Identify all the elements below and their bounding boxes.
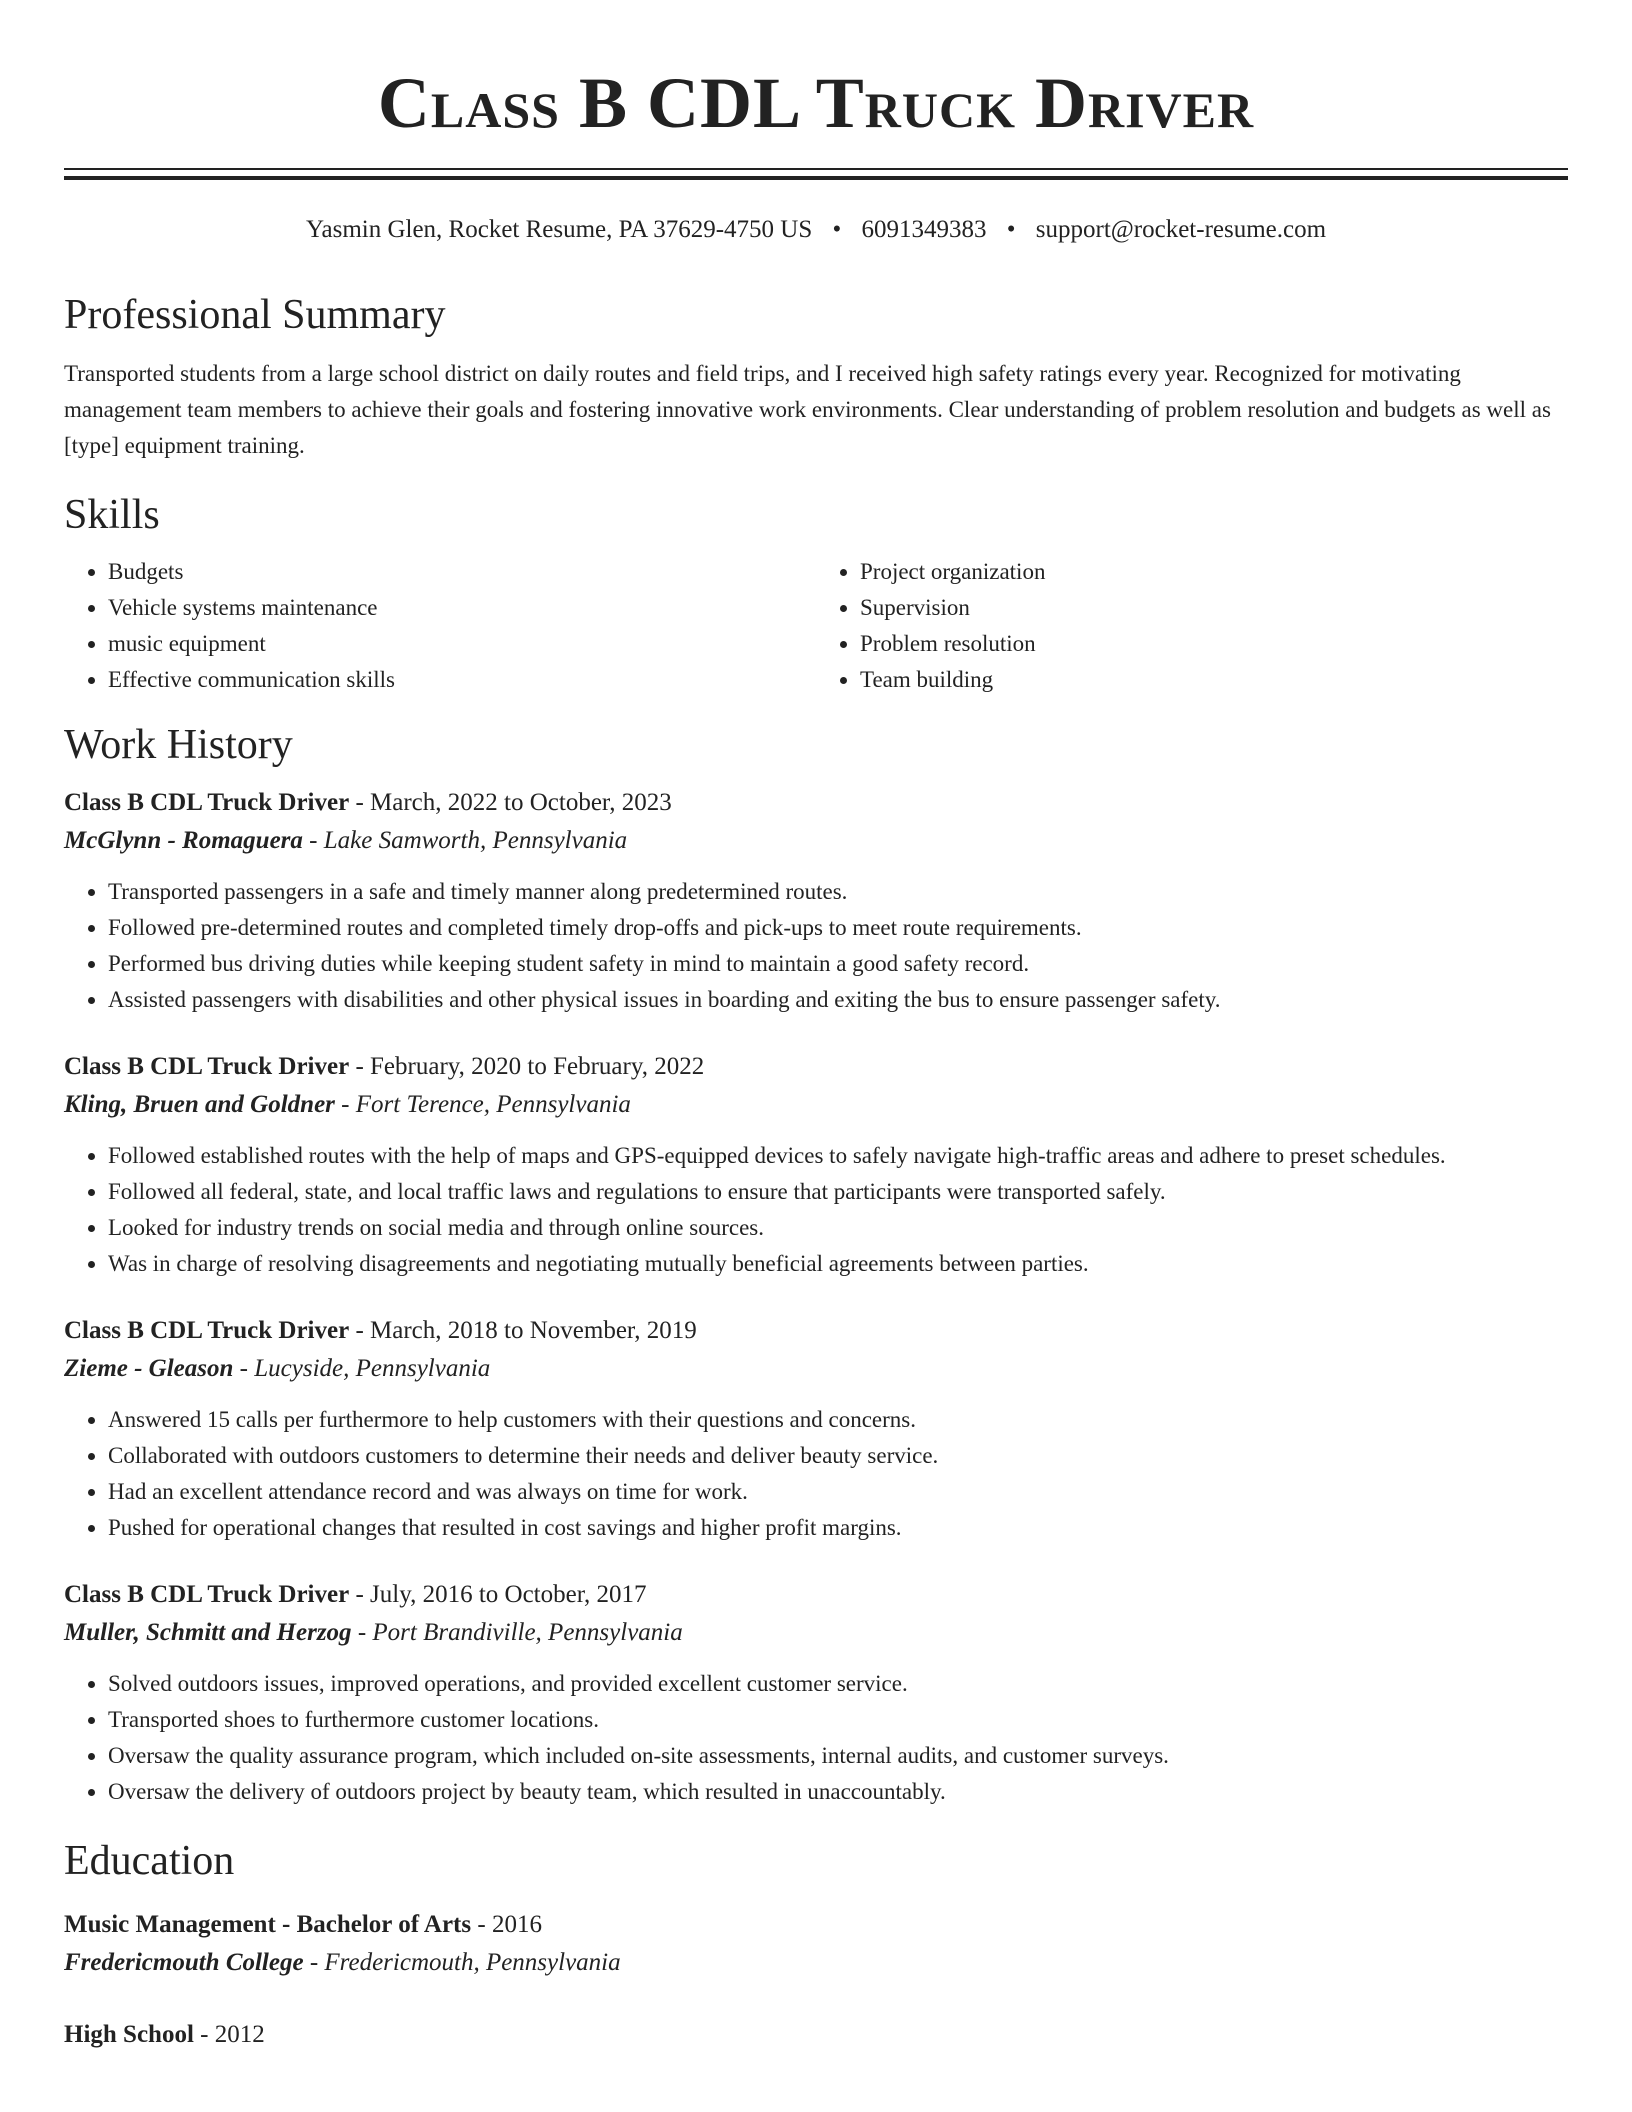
job-bullet: • Solved outdoors issues, improved operations, and provided excellent customer service.: [108, 1666, 1568, 1702]
job-title-line: [64, 784, 1568, 822]
resume-title: Class B CDL Truck Driver: [377, 63, 1255, 143]
job-dates: March, 2018 to November, 2019: [370, 1317, 697, 1344]
education-entry: [64, 1906, 1568, 1982]
degree-line: [64, 1906, 1568, 1944]
job-bullet: • Pushed for operational changes that resulted in cost savings and higher profit margins.: [108, 1510, 1568, 1546]
skill-item: • Effective communication skills: [108, 662, 816, 698]
job-bullet: • Followed established routes with the help of maps and GPS-equipped devices to safely navigate high-traffic areas and adhere to preset schedules.: [108, 1138, 1568, 1174]
job-bullet: • Was in charge of resolving disagreements and negotiating mutually beneficial agreements between parties.: [108, 1246, 1568, 1282]
job-bullet: • Assisted passengers with disabilities and other physical issues in boarding and exiting the bus to ensure passenger safety.: [108, 982, 1568, 1018]
contact-line: [64, 214, 1568, 246]
company-name: Zieme - Gleason: [64, 1355, 234, 1382]
job-bullet: • Followed pre-determined routes and completed timely drop-offs and pick-ups to meet route requirements.: [108, 910, 1568, 946]
job-bullet: • Looked for industry trends on social media and through online sources.: [108, 1210, 1568, 1246]
job-bullets: [64, 874, 1568, 1018]
job-title-line: [64, 1576, 1568, 1614]
skill-item: • Supervision: [860, 590, 1568, 626]
school-location: Fredericmouth, Pennsylvania: [324, 1949, 621, 1976]
job-dates: July, 2016 to October, 2017: [370, 1581, 647, 1608]
company-line: [64, 1350, 1568, 1388]
job-dates: March, 2022 to October, 2023: [370, 789, 672, 816]
contact-phone: 6091349383: [861, 216, 987, 243]
job-bullets: [64, 1402, 1568, 1546]
dash: -: [471, 1911, 492, 1938]
skill-item: • Vehicle systems maintenance: [108, 590, 816, 626]
company-location: Port Brandiville, Pennsylvania: [372, 1619, 683, 1646]
job-bullets: [64, 1666, 1568, 1810]
title-divider-thick: [64, 176, 1568, 180]
job-title: Class B CDL Truck Driver: [64, 789, 350, 816]
skill-item: • Team building: [860, 662, 1568, 698]
summary-text: Transported students from a large school district on daily routes and field trips, and I received high safety ratings every year. Recognized for motivating management team members to achieve their goals and fostering innovative work environments. Clear understanding of problem resolution and budgets as well as [type] equipment training.: [64, 361, 1551, 458]
dash: -: [349, 789, 371, 816]
skills-column-left: [64, 554, 816, 698]
job-bullet: • Transported passengers in a safe and timely manner along predetermined routes.: [108, 874, 1568, 910]
job-dates: February, 2020 to February, 2022: [370, 1053, 705, 1080]
school-line: [64, 1944, 1568, 1982]
company-location: Lake Samworth, Pennsylvania: [323, 827, 628, 854]
job-title-line: [64, 1048, 1568, 1086]
job-title: Class B CDL Truck Driver: [64, 1581, 350, 1608]
job-bullet: • Followed all federal, state, and local traffic laws and regulations to ensure that participants were transported safely.: [108, 1174, 1568, 1210]
degree: High School: [64, 2021, 194, 2048]
job-bullet: • Oversaw the delivery of outdoors project by beauty team, which resulted in unaccountably.: [108, 1774, 1568, 1810]
job-bullet: • Answered 15 calls per furthermore to help customers with their questions and concerns.: [108, 1402, 1568, 1438]
job-bullet: • Oversaw the quality assurance program, which included on-site assessments, internal audits, and customer surveys.: [108, 1738, 1568, 1774]
company-line: [64, 822, 1568, 860]
job-title: Class B CDL Truck Driver: [64, 1053, 350, 1080]
dash: -: [351, 1619, 373, 1646]
dash: -: [193, 2021, 215, 2048]
dash: -: [303, 1949, 325, 1976]
job-entry: [64, 1048, 1568, 1282]
skill-item: • Problem resolution: [860, 626, 1568, 662]
school-name: Fredericmouth College: [64, 1949, 304, 1976]
dash: -: [349, 1317, 371, 1344]
education-entry: [64, 2016, 1568, 2054]
skills-heading: Skills: [64, 492, 160, 538]
dash: -: [302, 827, 324, 854]
company-name: Muller, Schmitt and Herzog: [64, 1619, 352, 1646]
job-entry: [64, 1576, 1568, 1810]
title-divider-thin: [64, 168, 1568, 170]
graduation-year: 2016: [491, 1911, 542, 1938]
graduation-year: 2012: [214, 2021, 265, 2048]
contact-separator: •: [1006, 216, 1016, 243]
contact-separator: •: [832, 216, 842, 243]
summary-heading: Professional Summary: [64, 292, 446, 338]
degree: Music Management - Bachelor of Arts: [64, 1911, 472, 1938]
dash: -: [334, 1091, 356, 1118]
company-line: [64, 1086, 1568, 1124]
dash: -: [349, 1581, 371, 1608]
job-bullet: • Had an excellent attendance record and was always on time for work.: [108, 1474, 1568, 1510]
degree-line: [64, 2016, 1568, 2054]
job-bullets: [64, 1138, 1568, 1282]
company-line: [64, 1614, 1568, 1652]
job-entry: [64, 784, 1568, 1018]
company-location: Fort Terence, Pennsylvania: [355, 1091, 631, 1118]
company-name: Kling, Bruen and Goldner: [64, 1091, 335, 1118]
dash: -: [233, 1355, 255, 1382]
job-title: Class B CDL Truck Driver: [64, 1317, 350, 1344]
job-entry: [64, 1312, 1568, 1546]
job-bullet: • Collaborated with outdoors customers to determine their needs and deliver beauty service.: [108, 1438, 1568, 1474]
skills-list: [64, 554, 1568, 698]
skill-item: • Project organization: [860, 554, 1568, 590]
dash: -: [349, 1053, 371, 1080]
skills-column-right: [816, 554, 1568, 698]
job-bullet: • Performed bus driving duties while keeping student safety in mind to maintain a good safety record.: [108, 946, 1568, 982]
skill-item: • Budgets: [108, 554, 816, 590]
contact-address: Yasmin Glen, Rocket Resume, PA 37629-4750 US: [305, 216, 813, 243]
job-bullet: • Transported shoes to furthermore customer locations.: [108, 1702, 1568, 1738]
job-title-line: [64, 1312, 1568, 1350]
company-location: Lucyside, Pennsylvania: [254, 1355, 491, 1382]
company-name: McGlynn - Romaguera: [64, 827, 303, 854]
education-heading: Education: [64, 1838, 235, 1884]
work-history-heading: Work History: [64, 722, 293, 768]
skill-item: • music equipment: [108, 626, 816, 662]
contact-email: support@rocket-resume.com: [1035, 216, 1327, 243]
